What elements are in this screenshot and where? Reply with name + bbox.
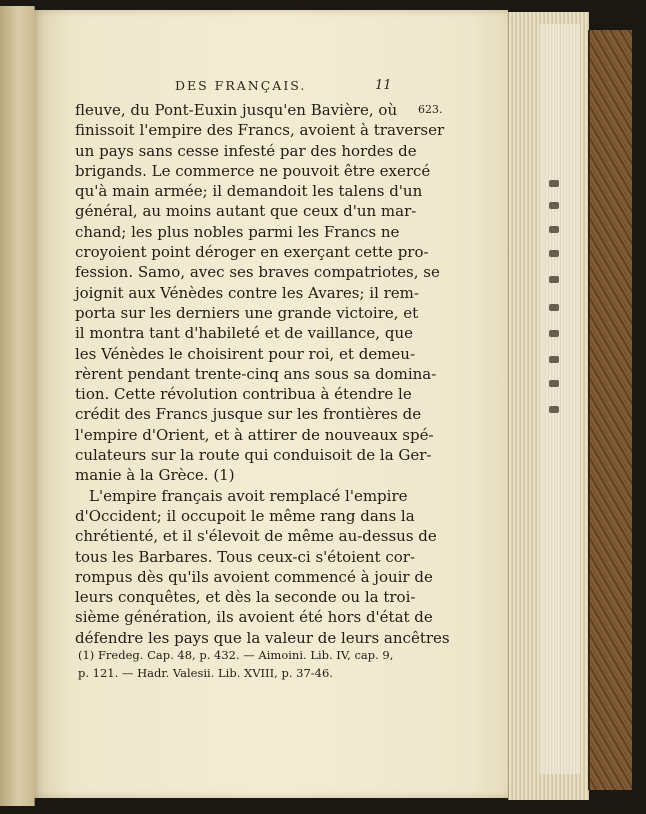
page-number: 11: [375, 78, 392, 93]
facing-page-edge: [0, 6, 35, 806]
text-line: tous les Barbares. Tous ceux-ci s'étoient cor-: [75, 547, 416, 566]
text-line: sième génération, ils avoient été hors d'état de: [75, 608, 433, 627]
footnotes: [78, 646, 400, 682]
text-line: leurs conquêtes, et dès la seconde ou la troi-: [75, 588, 416, 607]
text-line: finissoit l'empire des Francs, avoient à traverser: [75, 121, 445, 140]
text-line: porta sur les derniers une grande victoire, et: [75, 303, 419, 322]
text-line: un pays sans cesse infesté par des hordes de: [75, 141, 417, 160]
text-line: crédit des Francs jusque sur les frontières de: [75, 405, 422, 424]
text-line: qu'à main armée; il demandoit les talens d'un: [75, 182, 423, 201]
text-line: culateurs sur la route qui conduisoit de la Ger-: [75, 446, 432, 465]
footnote-line: p. 121. — Hadr. Valesii. Lib. XVIII, p. 37-46.: [78, 666, 333, 680]
text-line: d'Occident; il occupoit le même rang dans la: [75, 506, 415, 525]
text-line: fession. Samo, avec ses braves compatriotes, se: [75, 263, 440, 282]
text-line: les Vénèdes le choisirent pour roi, et demeu-: [75, 344, 416, 363]
text-line: général, au moins autant que ceux d'un mar-: [75, 202, 417, 221]
text-line: défendre les pays que la valeur de leurs ancêtres: [75, 628, 450, 647]
text-line: chand; les plus nobles parmi les Francs ne: [75, 222, 400, 241]
text-line: manie à la Grèce. (1): [75, 466, 235, 485]
text-line: joignit aux Vénèdes contre les Avares; il rem-: [75, 283, 419, 302]
text-line: l'empire d'Orient, et à attirer de nouveaux spé-: [75, 425, 434, 444]
running-title: DES FRANÇAIS.: [175, 78, 307, 93]
text-line: fleuve, du Pont-Euxin jusqu'en Bavière, où: [75, 101, 398, 119]
text-line: brigands. Le commerce ne pouvoit être exercé: [75, 161, 431, 180]
text-line: il montra tant d'habileté et de vaillance, que: [75, 324, 413, 343]
text-line: rompus dès qu'ils avoient commencé à jouir de: [75, 567, 433, 586]
text-line: chrétienté, et il s'élevoit de même au-dessus de: [75, 527, 437, 546]
margin-year: 623.: [418, 103, 443, 116]
text-line: L'empire français avoit remplacé l'empire: [89, 486, 408, 505]
footnote-line: (1) Fredeg. Cap. 48, p. 432. — Aimoini. Lib. IV, cap. 9,: [78, 648, 394, 662]
text-line: rèrent pendant trente-cinq ans sous sa domina-: [75, 364, 437, 383]
text-line: tion. Cette révolution contribua à étendre le: [75, 385, 412, 404]
book-cover: [588, 30, 632, 790]
text-line: croyoient point déroger en exerçant cette pro-: [75, 243, 429, 262]
bookmark-tabs: [549, 180, 569, 480]
running-head: [150, 78, 480, 98]
